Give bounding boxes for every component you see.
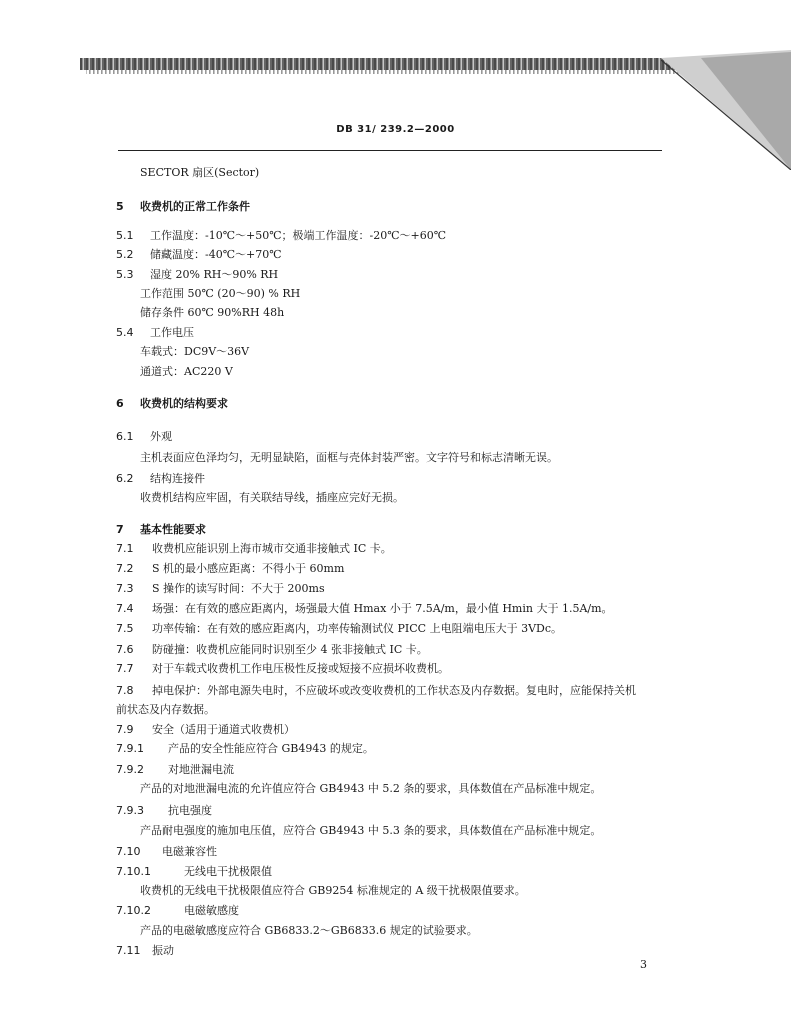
- clause-text: S 机的最小感应距离：不得小于 60mm: [152, 562, 345, 575]
- clause-number: 7.9.2: [116, 763, 144, 776]
- clause-text: 主机表面应色泽均匀，无明显缺陷，面框与壳体封装严密。文字符号和标志清晰无误。: [140, 451, 558, 464]
- clause-text: 工作电压: [150, 326, 194, 339]
- clause-text: 安全（适用于通道式收费机）: [152, 723, 295, 736]
- clause-text: 通道式：AC220 V: [140, 365, 233, 378]
- clause-number: 7.5: [116, 622, 134, 635]
- clause-text: 收费机的结构要求: [140, 397, 228, 410]
- clause-number: 7.10: [116, 845, 141, 858]
- clause-text: 电磁敏感度: [184, 904, 239, 917]
- clause-number: 7.2: [116, 562, 134, 575]
- clause-text: 收费机的正常工作条件: [140, 200, 250, 213]
- clause-text: 储存条件 60℃ 90%RH 48h: [140, 306, 285, 319]
- clause-number: 5: [116, 200, 124, 213]
- clause-number: 5.1: [116, 229, 134, 242]
- clause-text: 收费机结构应牢固，有关联结导线，插座应完好无损。: [140, 491, 404, 504]
- clause-text: 结构连接件: [150, 472, 205, 485]
- clause-text: 产品耐电强度的施加电压值，应符合 GB4943 中 5.3 条的要求，具体数值在产品标准中规定。: [140, 824, 602, 837]
- clause-text: 电磁兼容性: [162, 845, 217, 858]
- clause-number: 7.4: [116, 602, 134, 615]
- clause-text: 产品的对地泄漏电流的允许值应符合 GB4943 中 5.2 条的要求，具体数值在产品标准中规定。: [140, 782, 602, 795]
- clause-text: 产品的安全性能应符合 GB4943 的规定。: [168, 742, 374, 755]
- clause-text: 收费机应能识别上海市城市交通非接触式 IC 卡。: [152, 542, 392, 555]
- clause-number: 7.6: [116, 643, 134, 656]
- clause-text: 掉电保护：外部电源失电时，不应破坏或改变收费机的工作状态及内存数据。复电时，应能保持关机: [152, 684, 636, 697]
- clause-text: 储藏温度：-40℃～+70℃: [150, 248, 282, 261]
- clause-text: 场强：在有效的感应距离内，场强最大值 Hmax 小于 7.5A/m，最小值 Hmin 大于 1.5A/m。: [152, 602, 613, 615]
- clause-text: 对地泄漏电流: [168, 763, 234, 776]
- clause-text: 振动: [152, 944, 174, 957]
- clause-text: 收费机的无线电干扰极限值应符合 GB9254 标准规定的 A 级干扰极限值要求。: [140, 884, 526, 897]
- standard-code: DB 31/ 239.2—2000: [336, 124, 455, 135]
- clause-number: 7: [116, 523, 124, 536]
- clause-text: 湿度 20% RH～90% RH: [150, 268, 279, 281]
- clause-number: 7.10.2: [116, 904, 151, 917]
- clause-text: 产品的电磁敏感度应符合 GB6833.2～GB6833.6 规定的试验要求。: [140, 924, 478, 937]
- clause-number: 7.1: [116, 542, 134, 555]
- page-number: 3: [640, 958, 647, 971]
- clause-number: 7.3: [116, 582, 134, 595]
- clause-number: 7.9: [116, 723, 134, 736]
- clause-text: 外观: [150, 430, 172, 443]
- clause-text: 防碰撞：收费机应能同时识别至少 4 张非接触式 IC 卡。: [152, 643, 428, 656]
- clause-number: 6.1: [116, 430, 134, 443]
- clause-text: 无线电干扰极限值: [184, 865, 272, 878]
- clause-text: 功率传输：在有效的感应距离内，功率传输测试仪 PICC 上电阻端电压大于 3VDc。: [152, 622, 562, 635]
- clause-text: 基本性能要求: [140, 523, 206, 536]
- clause-text: 抗电强度: [168, 804, 212, 817]
- scan-artifact-band: [80, 58, 700, 70]
- scan-artifact-band-lower: [86, 70, 686, 74]
- page-corner-fold: [661, 50, 791, 170]
- clause-text: SECTOR 扇区(Sector): [140, 166, 260, 179]
- clause-number: 7.9.1: [116, 742, 144, 755]
- clause-number: 7.7: [116, 662, 134, 675]
- clause-number: 5.3: [116, 268, 134, 281]
- clause-number: 7.8: [116, 684, 134, 697]
- clause-text: 工作范围 50℃ (20～90) % RH: [140, 287, 301, 300]
- clause-number: 7.9.3: [116, 804, 144, 817]
- clause-text: 工作温度：-10℃～+50℃；极端工作温度：-20℃～+60℃: [150, 229, 447, 242]
- header-rule: [118, 150, 662, 151]
- clause-text: 对于车载式收费机工作电压极性反接或短接不应损坏收费机。: [152, 662, 449, 675]
- clause-number: 7.11: [116, 944, 141, 957]
- clause-number: 5.2: [116, 248, 134, 261]
- clause-text: 车载式：DC9V～36V: [140, 345, 250, 358]
- clause-text: 前状态及内存数据。: [116, 703, 215, 716]
- clause-number: 5.4: [116, 326, 134, 339]
- clause-number: 6: [116, 397, 124, 410]
- clause-number: 7.10.1: [116, 865, 151, 878]
- clause-number: 6.2: [116, 472, 134, 485]
- clause-text: S 操作的读写时间：不大于 200ms: [152, 582, 325, 595]
